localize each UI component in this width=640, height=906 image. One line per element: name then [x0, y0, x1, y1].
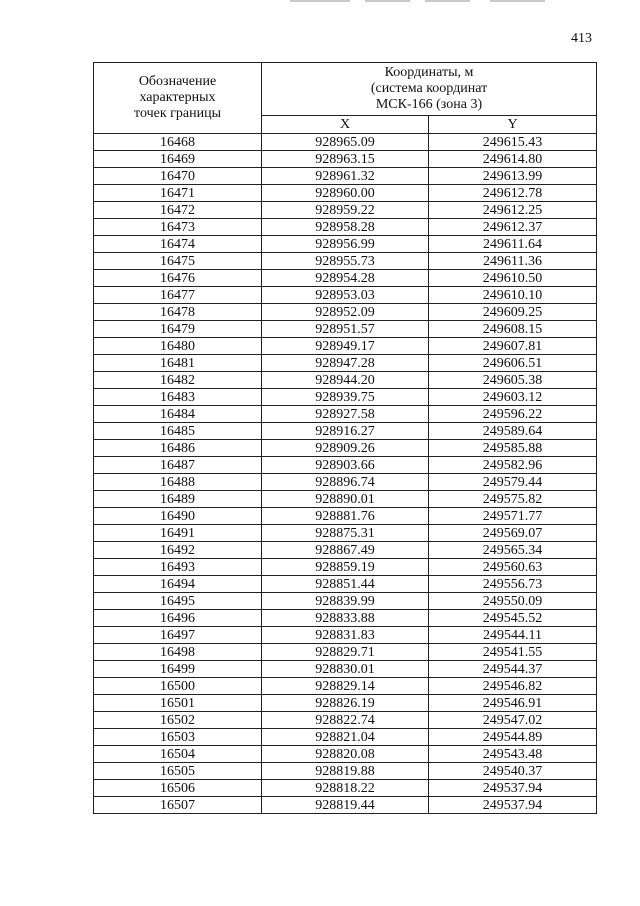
point-id-cell: 16476	[94, 270, 262, 287]
x-coordinate-cell: 928818.22	[262, 780, 429, 797]
point-id-cell: 16503	[94, 729, 262, 746]
x-coordinate-cell: 928819.88	[262, 763, 429, 780]
table-row	[94, 355, 597, 372]
header-line: (система координат	[370, 81, 488, 96]
x-coordinate-cell: 928958.28	[262, 219, 429, 236]
point-id-cell: 16496	[94, 610, 262, 627]
y-coordinate-cell: 249606.51	[429, 355, 597, 372]
y-coordinate-cell: 249565.34	[429, 542, 597, 559]
point-id-cell: 16504	[94, 746, 262, 763]
table-row	[94, 780, 597, 797]
y-coordinate-cell: 249582.96	[429, 457, 597, 474]
y-coordinate-cell: 249589.64	[429, 423, 597, 440]
table-row	[94, 168, 597, 185]
point-id-cell: 16506	[94, 780, 262, 797]
table-row	[94, 321, 597, 338]
point-id-cell: 16469	[94, 151, 262, 168]
table-row	[94, 678, 597, 695]
point-id-cell: 16487	[94, 457, 262, 474]
point-id-cell: 16473	[94, 219, 262, 236]
point-id-cell: 16502	[94, 712, 262, 729]
point-id-cell: 16488	[94, 474, 262, 491]
x-coordinate-cell: 928960.00	[262, 185, 429, 202]
table-row	[94, 185, 597, 202]
x-coordinate-cell: 928956.99	[262, 236, 429, 253]
coordinates-group-header	[262, 63, 597, 116]
y-column-header: Y	[429, 116, 597, 134]
y-coordinate-cell: 249614.80	[429, 151, 597, 168]
table-row	[94, 593, 597, 610]
point-id-cell: 16486	[94, 440, 262, 457]
coordinates-table-body	[94, 134, 597, 814]
table-row	[94, 236, 597, 253]
x-coordinate-cell: 928875.31	[262, 525, 429, 542]
x-coordinate-cell: 928944.20	[262, 372, 429, 389]
header-line: Обозначение	[138, 74, 217, 89]
y-coordinate-cell: 249541.55	[429, 644, 597, 661]
point-id-cell: 16492	[94, 542, 262, 559]
top-edge-mark	[425, 0, 470, 2]
table-row	[94, 440, 597, 457]
point-id-cell: 16495	[94, 593, 262, 610]
y-coordinate-cell: 249545.52	[429, 610, 597, 627]
table-row	[94, 763, 597, 780]
table-row	[94, 474, 597, 491]
point-id-cell: 16501	[94, 695, 262, 712]
y-coordinate-cell: 249615.43	[429, 134, 597, 151]
table-row	[94, 508, 597, 525]
y-coordinate-cell: 249612.37	[429, 219, 597, 236]
table-row	[94, 151, 597, 168]
table-row	[94, 372, 597, 389]
x-coordinate-cell: 928951.57	[262, 321, 429, 338]
y-coordinate-cell: 249544.11	[429, 627, 597, 644]
point-id-cell: 16479	[94, 321, 262, 338]
point-id-cell: 16489	[94, 491, 262, 508]
x-coordinate-cell: 928952.09	[262, 304, 429, 321]
x-column-header: X	[262, 116, 429, 134]
table-row	[94, 287, 597, 304]
y-coordinate-cell: 249585.88	[429, 440, 597, 457]
point-id-cell: 16493	[94, 559, 262, 576]
x-coordinate-cell: 928830.01	[262, 661, 429, 678]
header-line: Координаты, м	[384, 65, 474, 80]
point-id-cell: 16490	[94, 508, 262, 525]
y-coordinate-cell: 249560.63	[429, 559, 597, 576]
y-coordinate-cell: 249547.02	[429, 712, 597, 729]
point-id-cell: 16497	[94, 627, 262, 644]
y-coordinate-cell: 249607.81	[429, 338, 597, 355]
y-coordinate-cell: 249543.48	[429, 746, 597, 763]
point-id-cell: 16484	[94, 406, 262, 423]
point-id-cell: 16478	[94, 304, 262, 321]
table-row	[94, 134, 597, 151]
table-row	[94, 746, 597, 763]
table-row	[94, 202, 597, 219]
y-coordinate-cell: 249610.50	[429, 270, 597, 287]
x-coordinate-cell: 928821.04	[262, 729, 429, 746]
page-number: 413	[571, 31, 592, 46]
y-coordinate-cell: 249546.82	[429, 678, 597, 695]
table-row	[94, 406, 597, 423]
point-id-cell: 16498	[94, 644, 262, 661]
point-id-cell: 16468	[94, 134, 262, 151]
y-coordinate-cell: 249575.82	[429, 491, 597, 508]
y-coordinate-cell: 249540.37	[429, 763, 597, 780]
table-row	[94, 559, 597, 576]
x-coordinate-cell: 928949.17	[262, 338, 429, 355]
y-coordinate-cell: 249611.64	[429, 236, 597, 253]
x-coordinate-cell: 928909.26	[262, 440, 429, 457]
table-row	[94, 491, 597, 508]
y-coordinate-cell: 249612.25	[429, 202, 597, 219]
table-row	[94, 729, 597, 746]
y-coordinate-cell: 249556.73	[429, 576, 597, 593]
point-id-cell: 16472	[94, 202, 262, 219]
y-coordinate-cell: 249569.07	[429, 525, 597, 542]
header-line: МСК-166 (зона 3)	[375, 97, 483, 112]
x-coordinate-cell: 928903.66	[262, 457, 429, 474]
table-row	[94, 525, 597, 542]
x-coordinate-cell: 928963.15	[262, 151, 429, 168]
y-coordinate-cell: 249610.10	[429, 287, 597, 304]
point-id-cell: 16500	[94, 678, 262, 695]
point-id-cell: 16494	[94, 576, 262, 593]
point-id-cell: 16475	[94, 253, 262, 270]
x-coordinate-cell: 928896.74	[262, 474, 429, 491]
x-coordinate-cell: 928833.88	[262, 610, 429, 627]
x-coordinate-cell: 928867.49	[262, 542, 429, 559]
y-coordinate-cell: 249546.91	[429, 695, 597, 712]
table-row	[94, 338, 597, 355]
y-coordinate-cell: 249537.94	[429, 780, 597, 797]
point-id-cell: 16507	[94, 797, 262, 814]
table-row	[94, 270, 597, 287]
point-id-cell: 16471	[94, 185, 262, 202]
x-coordinate-cell: 928822.74	[262, 712, 429, 729]
y-coordinate-cell: 249613.99	[429, 168, 597, 185]
point-id-cell: 16491	[94, 525, 262, 542]
x-coordinate-cell: 928859.19	[262, 559, 429, 576]
table-row	[94, 644, 597, 661]
header-line: характерных	[139, 90, 216, 105]
x-coordinate-cell: 928965.09	[262, 134, 429, 151]
coordinates-table	[93, 62, 597, 814]
point-id-cell: 16483	[94, 389, 262, 406]
y-coordinate-cell: 249550.09	[429, 593, 597, 610]
y-coordinate-cell: 249609.25	[429, 304, 597, 321]
point-id-cell: 16482	[94, 372, 262, 389]
x-coordinate-cell: 928819.44	[262, 797, 429, 814]
x-coordinate-cell: 928829.71	[262, 644, 429, 661]
y-coordinate-cell: 249537.94	[429, 797, 597, 814]
x-coordinate-cell: 928839.99	[262, 593, 429, 610]
table-row	[94, 627, 597, 644]
x-coordinate-cell: 928927.58	[262, 406, 429, 423]
table-row	[94, 576, 597, 593]
boundary-points-header	[94, 63, 262, 134]
y-coordinate-cell: 249544.37	[429, 661, 597, 678]
y-coordinate-cell: 249579.44	[429, 474, 597, 491]
table-row	[94, 304, 597, 321]
point-id-cell: 16499	[94, 661, 262, 678]
table-row	[94, 389, 597, 406]
y-coordinate-cell: 249608.15	[429, 321, 597, 338]
table-row	[94, 695, 597, 712]
y-coordinate-cell: 249544.89	[429, 729, 597, 746]
x-coordinate-cell: 928954.28	[262, 270, 429, 287]
point-id-cell: 16505	[94, 763, 262, 780]
x-coordinate-cell: 928831.83	[262, 627, 429, 644]
x-coordinate-cell: 928820.08	[262, 746, 429, 763]
table-row	[94, 457, 597, 474]
point-id-cell: 16474	[94, 236, 262, 253]
point-id-cell: 16485	[94, 423, 262, 440]
table-row	[94, 423, 597, 440]
header-line: точек границы	[134, 106, 221, 121]
x-coordinate-cell: 928961.32	[262, 168, 429, 185]
table-row	[94, 610, 597, 627]
x-coordinate-cell: 928955.73	[262, 253, 429, 270]
point-id-cell: 16480	[94, 338, 262, 355]
table-row	[94, 219, 597, 236]
x-coordinate-cell: 928939.75	[262, 389, 429, 406]
point-id-cell: 16470	[94, 168, 262, 185]
y-coordinate-cell: 249611.36	[429, 253, 597, 270]
top-edge-mark	[365, 0, 410, 2]
point-id-cell: 16481	[94, 355, 262, 372]
x-coordinate-cell: 928953.03	[262, 287, 429, 304]
y-coordinate-cell: 249603.12	[429, 389, 597, 406]
y-coordinate-cell: 249596.22	[429, 406, 597, 423]
y-coordinate-cell: 249612.78	[429, 185, 597, 202]
x-coordinate-cell: 928826.19	[262, 695, 429, 712]
x-coordinate-cell: 928881.76	[262, 508, 429, 525]
table-row	[94, 712, 597, 729]
table-row	[94, 661, 597, 678]
y-coordinate-cell: 249571.77	[429, 508, 597, 525]
point-id-cell: 16477	[94, 287, 262, 304]
table-row	[94, 253, 597, 270]
top-edge-mark	[290, 0, 350, 2]
top-edge-mark	[490, 0, 545, 2]
x-coordinate-cell: 928851.44	[262, 576, 429, 593]
x-coordinate-cell: 928916.27	[262, 423, 429, 440]
y-coordinate-cell: 249605.38	[429, 372, 597, 389]
x-coordinate-cell: 928947.28	[262, 355, 429, 372]
x-coordinate-cell: 928959.22	[262, 202, 429, 219]
table-row	[94, 797, 597, 814]
x-coordinate-cell: 928829.14	[262, 678, 429, 695]
x-coordinate-cell: 928890.01	[262, 491, 429, 508]
table-row	[94, 542, 597, 559]
